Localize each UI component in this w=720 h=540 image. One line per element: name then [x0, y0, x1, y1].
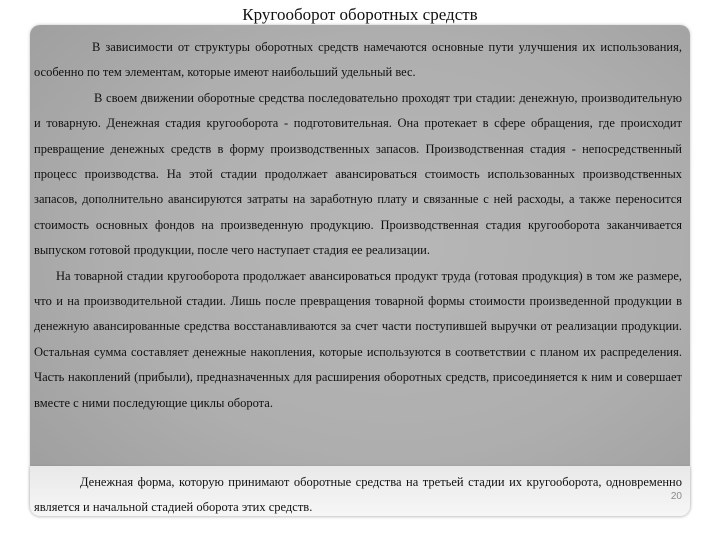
paragraph: На товарной стадии кругооборота продолжает авансироваться продукт труда (готовая продукция) в том же размере, что и на производительной стадии. Лишь после превращения товарной формы стоимости произведенной продукции в денежную авансированные средства восстанавливаются за счет части поступившей выручки от реализации продукции. Остальная сумма составляет денежные накопления, которые используются в соответствии с планом их распределения. Часть накоплений (прибыли), предназначенных для расширения оборотных средств, присоединяется к ним и совершает вместе с ними последующие циклы оборота. [34, 268, 682, 410]
page-title: Кругооборот оборотных средств [242, 5, 478, 24]
paragraph: В зависимости от структуры оборотных средств намечаются основные пути улучшения их использования, особенно по тем элементам, которые имеют наибольший удельный вес. [34, 40, 682, 80]
paragraph: В своем движении оборотные средства последовательно проходят три стадии: денежную, производительную и товарную. Денежная стадия кругооборота - подготовительная. Она протекает в сфере обращения, где происходит превращение денежных средств в форму производственных запасов. Производственная стадия - непосредственный процесс производства. На этой стадии продолжает авансироваться стоимость использованных производственных запасов, дополнительно авансируются затраты на заработную плату и связанные с ней расходы, а также переносится стоимость основных фондов на произведенную продукцию. Производственная стадия кругооборота заканчивается выпуском готовой продукции, после чего наступает стадия ее реализации. [34, 90, 682, 258]
page-number: 20 [670, 491, 682, 502]
body-text-footer [34, 470, 682, 521]
body-text-main [34, 35, 682, 416]
paragraph: Денежная форма, которую принимают оборотные средства на третьей стадии их кругооборота, одновременно является и начальной стадией оборота этих средств. [34, 475, 682, 515]
